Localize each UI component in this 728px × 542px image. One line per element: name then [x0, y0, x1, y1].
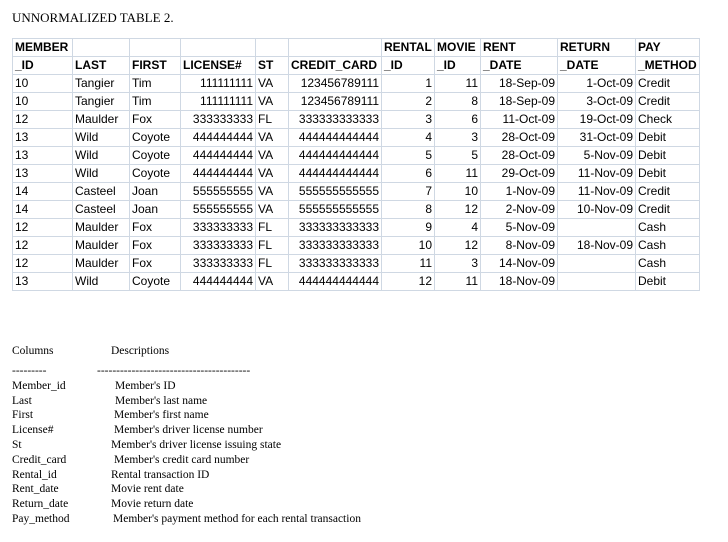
member-id-cell: 14	[13, 201, 73, 219]
movie-id-cell: 12	[435, 237, 481, 255]
license-cell: 444444444	[181, 165, 256, 183]
return-date-cell: 11-Nov-09	[558, 183, 636, 201]
return-date-cell: RETURN	[558, 39, 636, 57]
description-row	[12, 438, 361, 453]
return-date-cell: _DATE	[558, 57, 636, 75]
column-description: Member's credit card number	[114, 453, 250, 466]
st-cell	[256, 39, 289, 57]
first-cell: Joan	[130, 201, 181, 219]
rent-date-cell: 28-Oct-09	[481, 147, 558, 165]
member-id-cell: 13	[13, 273, 73, 291]
column-name: Pay_method	[12, 512, 70, 525]
credit-card-cell: 123456789111	[289, 93, 382, 111]
last-cell: Wild	[73, 129, 130, 147]
rental-id-cell: 4	[382, 129, 435, 147]
column-name: Return_date	[12, 498, 69, 511]
return-date-cell	[558, 255, 636, 273]
column-name: Rental_id	[12, 468, 57, 481]
rent-date-cell: RENT	[481, 39, 558, 57]
last-cell: LAST	[73, 57, 130, 75]
descriptions-rule-row	[12, 364, 361, 379]
last-cell: Casteel	[73, 201, 130, 219]
column-name: License#	[12, 424, 54, 437]
st-cell: VA	[256, 93, 289, 111]
license-cell: 333333333	[181, 255, 256, 273]
first-cell: FIRST	[130, 57, 181, 75]
pay-method-cell: Credit	[636, 75, 700, 93]
rent-date-cell: 18-Sep-09	[481, 75, 558, 93]
column-description: Rental transaction ID	[111, 468, 210, 481]
table-row	[13, 183, 700, 201]
st-cell: FL	[256, 237, 289, 255]
descriptions-rule: ----------------------------------------	[97, 365, 251, 377]
pay-method-cell: Credit	[636, 183, 700, 201]
pay-method-cell: Cash	[636, 237, 700, 255]
movie-id-cell: 11	[435, 273, 481, 291]
return-date-cell: 31-Oct-09	[558, 129, 636, 147]
rental-id-cell: 1	[382, 75, 435, 93]
movie-id-cell: 6	[435, 111, 481, 129]
member-id-cell: 13	[13, 129, 73, 147]
movie-id-cell: 4	[435, 219, 481, 237]
description-row	[12, 512, 361, 527]
member-id-cell: 14	[13, 183, 73, 201]
rental-id-cell: 6	[382, 165, 435, 183]
movie-id-cell: 3	[435, 255, 481, 273]
description-row	[12, 482, 361, 497]
rental-id-cell: 10	[382, 237, 435, 255]
return-date-cell	[558, 273, 636, 291]
pay-method-cell: Credit	[636, 93, 700, 111]
columns-heading: Columns	[12, 345, 54, 357]
license-cell: 444444444	[181, 273, 256, 291]
first-cell: Coyote	[130, 165, 181, 183]
table-row	[13, 237, 700, 255]
last-cell: Wild	[73, 165, 130, 183]
column-name: First	[12, 409, 34, 422]
table-row	[13, 111, 700, 129]
license-cell: 555555555	[181, 201, 256, 219]
license-cell: 111111111	[181, 93, 256, 111]
return-date-cell: 1-Oct-09	[558, 75, 636, 93]
header-row-bottom	[13, 57, 700, 75]
first-cell	[130, 39, 181, 57]
last-cell	[73, 39, 130, 57]
pay-method-cell: Debit	[636, 273, 700, 291]
return-date-cell: 5-Nov-09	[558, 147, 636, 165]
movie-id-cell: 10	[435, 183, 481, 201]
st-cell: VA	[256, 183, 289, 201]
first-cell: Fox	[130, 111, 181, 129]
member-id-cell: 12	[13, 219, 73, 237]
rental-id-cell: 2	[382, 93, 435, 111]
rent-date-cell: 2-Nov-09	[481, 201, 558, 219]
credit-card-cell: 555555555555	[289, 201, 382, 219]
table-row	[13, 219, 700, 237]
descriptions-heading: Descriptions	[111, 345, 170, 357]
license-cell: 333333333	[181, 219, 256, 237]
rent-date-cell: 18-Sep-09	[481, 93, 558, 111]
rental-id-cell: 11	[382, 255, 435, 273]
last-cell: Maulder	[73, 237, 130, 255]
description-row	[12, 497, 361, 512]
descriptions-header-row	[12, 344, 361, 364]
description-row	[12, 408, 361, 423]
last-cell: Tangier	[73, 75, 130, 93]
rental-id-cell: 5	[382, 147, 435, 165]
credit-card-cell: 444444444444	[289, 273, 382, 291]
credit-card-cell	[289, 39, 382, 57]
table-row	[13, 147, 700, 165]
movie-id-cell: 5	[435, 147, 481, 165]
last-cell: Tangier	[73, 93, 130, 111]
st-cell: VA	[256, 75, 289, 93]
pay-method-cell: Debit	[636, 129, 700, 147]
column-name: Member_id	[12, 379, 66, 392]
credit-card-cell: 333333333333	[289, 237, 382, 255]
rent-date-cell: 5-Nov-09	[481, 219, 558, 237]
column-description: Movie rent date	[111, 483, 184, 496]
movie-id-cell: 12	[435, 201, 481, 219]
rent-date-cell: 14-Nov-09	[481, 255, 558, 273]
first-cell: Coyote	[130, 129, 181, 147]
rental-id-cell: 12	[382, 273, 435, 291]
return-date-cell: 11-Nov-09	[558, 165, 636, 183]
license-cell: 333333333	[181, 237, 256, 255]
last-cell: Maulder	[73, 111, 130, 129]
pay-method-cell: Credit	[636, 201, 700, 219]
pay-method-cell: Check	[636, 111, 700, 129]
pay-method-cell: _METHOD	[636, 57, 700, 75]
rental-id-cell: RENTAL	[382, 39, 435, 57]
first-cell: Fox	[130, 255, 181, 273]
return-date-cell: 10-Nov-09	[558, 201, 636, 219]
credit-card-cell: 444444444444	[289, 165, 382, 183]
last-cell: Wild	[73, 147, 130, 165]
st-cell: VA	[256, 201, 289, 219]
movie-id-cell: 11	[435, 75, 481, 93]
st-cell: FL	[256, 219, 289, 237]
column-description: Member's ID	[115, 379, 176, 392]
column-name: Credit_card	[12, 453, 67, 466]
st-cell: FL	[256, 255, 289, 273]
credit-card-cell: 333333333333	[289, 219, 382, 237]
pay-method-cell: Debit	[636, 147, 700, 165]
return-date-cell: 19-Oct-09	[558, 111, 636, 129]
rent-date-cell: 8-Nov-09	[481, 237, 558, 255]
rent-date-cell: 29-Oct-09	[481, 165, 558, 183]
rent-date-cell: 18-Nov-09	[481, 273, 558, 291]
member-id-cell: 12	[13, 111, 73, 129]
column-description: Member's payment method for each rental transaction	[113, 512, 361, 525]
member-id-cell: 12	[13, 237, 73, 255]
rental-id-cell: _ID	[382, 57, 435, 75]
credit-card-cell: 123456789111	[289, 75, 382, 93]
rental-id-cell: 7	[382, 183, 435, 201]
st-cell: VA	[256, 129, 289, 147]
table-row	[13, 75, 700, 93]
description-row	[12, 468, 361, 483]
last-cell: Casteel	[73, 183, 130, 201]
credit-card-cell: 333333333333	[289, 111, 382, 129]
member-id-cell: 10	[13, 93, 73, 111]
member-id-cell: 10	[13, 75, 73, 93]
movie-id-cell: MOVIE	[435, 39, 481, 57]
document-title: UNNORMALIZED TABLE 2.	[12, 10, 174, 25]
description-row	[12, 423, 361, 438]
credit-card-cell: 444444444444	[289, 129, 382, 147]
table-row	[13, 165, 700, 183]
license-cell: 444444444	[181, 147, 256, 165]
table-row	[13, 273, 700, 291]
column-description: Member's driver license issuing state	[111, 438, 282, 451]
pay-method-cell: Debit	[636, 165, 700, 183]
st-cell: VA	[256, 165, 289, 183]
rent-date-cell: 1-Nov-09	[481, 183, 558, 201]
credit-card-cell: 333333333333	[289, 255, 382, 273]
first-cell: Fox	[130, 219, 181, 237]
last-cell: Maulder	[73, 255, 130, 273]
column-name: Last	[12, 394, 32, 407]
license-cell	[181, 39, 256, 57]
pay-method-cell: Cash	[636, 255, 700, 273]
return-date-cell: 18-Nov-09	[558, 237, 636, 255]
first-cell: Joan	[130, 183, 181, 201]
column-name: St	[12, 438, 22, 451]
column-description: Member's driver license number	[114, 424, 263, 437]
pay-method-cell: PAY	[636, 39, 700, 57]
description-row	[12, 379, 361, 394]
table-row	[13, 93, 700, 111]
table-row	[13, 255, 700, 273]
column-name: Rent_date	[12, 483, 59, 496]
first-cell: Tim	[130, 93, 181, 111]
movie-id-cell: 3	[435, 129, 481, 147]
license-cell: LICENSE#	[181, 57, 256, 75]
description-row	[12, 394, 361, 409]
column-descriptions	[12, 344, 361, 527]
credit-card-cell: 555555555555	[289, 183, 382, 201]
return-date-cell	[558, 219, 636, 237]
last-cell: Maulder	[73, 219, 130, 237]
return-date-cell: 3-Oct-09	[558, 93, 636, 111]
rental-id-cell: 9	[382, 219, 435, 237]
unnormalized-table	[12, 38, 700, 291]
first-cell: Coyote	[130, 273, 181, 291]
member-id-cell: _ID	[13, 57, 73, 75]
credit-card-cell: CREDIT_CARD	[289, 57, 382, 75]
license-cell: 444444444	[181, 129, 256, 147]
pay-method-cell: Cash	[636, 219, 700, 237]
member-id-cell: MEMBER	[13, 39, 73, 57]
rent-date-cell: 11-Oct-09	[481, 111, 558, 129]
table-row	[13, 129, 700, 147]
movie-id-cell: _ID	[435, 57, 481, 75]
table-row	[13, 201, 700, 219]
movie-id-cell: 11	[435, 165, 481, 183]
description-row	[12, 453, 361, 468]
rental-id-cell: 3	[382, 111, 435, 129]
header-row-top	[13, 39, 700, 57]
columns-rule: ---------	[12, 365, 47, 377]
st-cell: FL	[256, 111, 289, 129]
license-cell: 555555555	[181, 183, 256, 201]
first-cell: Fox	[130, 237, 181, 255]
last-cell: Wild	[73, 273, 130, 291]
license-cell: 333333333	[181, 111, 256, 129]
member-id-cell: 12	[13, 255, 73, 273]
rental-id-cell: 8	[382, 201, 435, 219]
column-description: Movie return date	[111, 498, 194, 511]
st-cell: ST	[256, 57, 289, 75]
st-cell: VA	[256, 147, 289, 165]
first-cell: Tim	[130, 75, 181, 93]
column-description: Member's first name	[114, 409, 209, 422]
st-cell: VA	[256, 273, 289, 291]
rent-date-cell: _DATE	[481, 57, 558, 75]
license-cell: 111111111	[181, 75, 256, 93]
member-id-cell: 13	[13, 165, 73, 183]
movie-id-cell: 8	[435, 93, 481, 111]
first-cell: Coyote	[130, 147, 181, 165]
column-description: Member's last name	[115, 394, 208, 407]
rent-date-cell: 28-Oct-09	[481, 129, 558, 147]
credit-card-cell: 444444444444	[289, 147, 382, 165]
member-id-cell: 13	[13, 147, 73, 165]
